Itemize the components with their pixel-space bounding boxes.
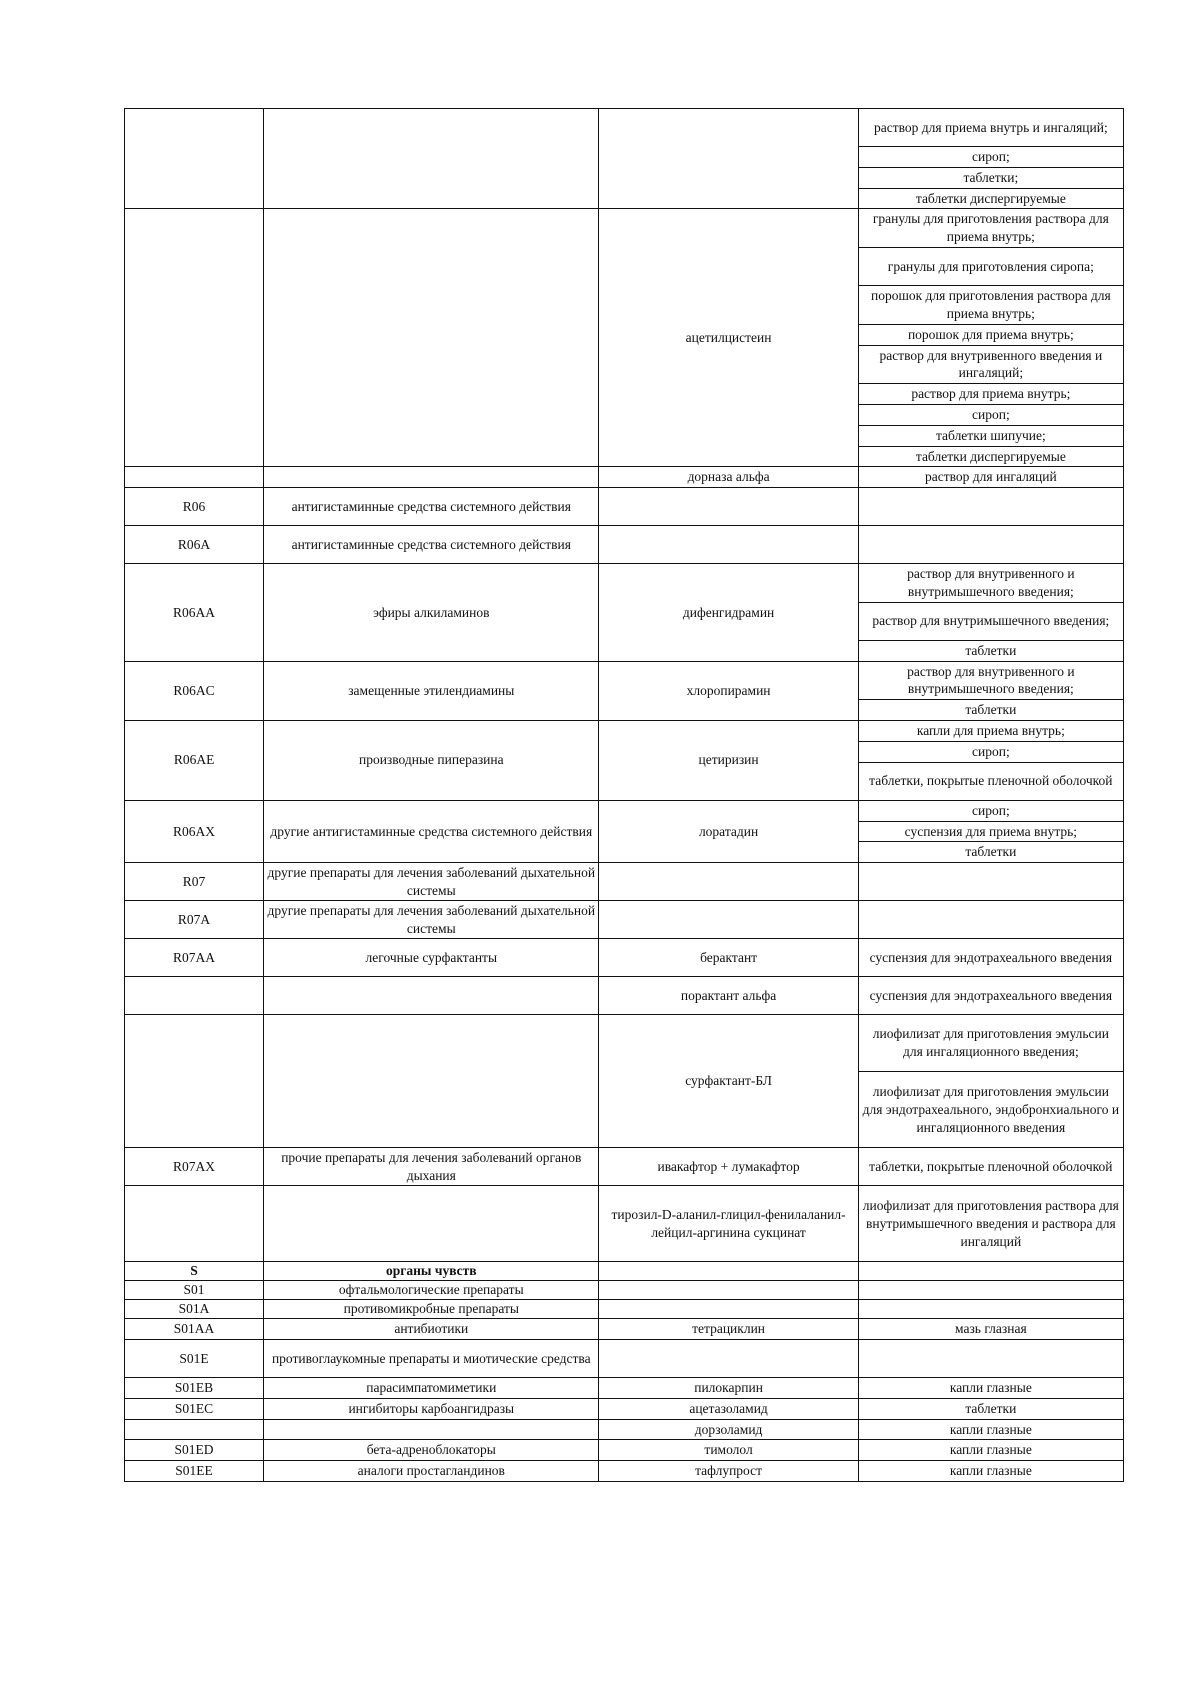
dosage-form-cell: капли глазные — [858, 1440, 1123, 1461]
atc-code-cell: R06AX — [125, 800, 264, 862]
dosage-form-cell — [858, 1281, 1123, 1300]
group-name-cell: антигистаминные средства системного действия — [264, 488, 599, 526]
atc-code-cell: S — [125, 1262, 264, 1281]
dosage-form-cell: гранулы для приготовления сиропа; — [858, 248, 1123, 286]
dosage-form-cell: гранулы для приготовления раствора для приема внутрь; — [858, 209, 1123, 248]
table-row — [125, 1015, 1124, 1072]
dosage-form-cell: порошок для приготовления раствора для приема внутрь; — [858, 286, 1123, 325]
dosage-form-cell: раствор для приема внутрь и ингаляций; — [858, 109, 1123, 147]
group-name-cell: ингибиторы карбоангидразы — [264, 1398, 599, 1419]
dosage-form-cell: раствор для ингаляций — [858, 467, 1123, 488]
table-row — [125, 1319, 1124, 1340]
atc-code-cell: R07 — [125, 863, 264, 901]
group-name-cell: эфиры алкиламинов — [264, 564, 599, 661]
dosage-form-cell: раствор для внутривенного введения и ингаляций; — [858, 345, 1123, 384]
dosage-form-cell: лиофилизат для приготовления эмульсии для эндотрахеального, эндобронхиального и ингаляционного введения — [858, 1072, 1123, 1148]
dosage-form-cell: таблетки — [858, 1398, 1123, 1419]
atc-code-cell: R07AX — [125, 1148, 264, 1186]
table-row — [125, 1281, 1124, 1300]
substance-cell — [599, 1281, 858, 1300]
group-name-cell: офтальмологические препараты — [264, 1281, 599, 1300]
atc-code-cell: S01EB — [125, 1377, 264, 1398]
table-row — [125, 661, 1124, 700]
atc-code-cell: R07AA — [125, 939, 264, 977]
substance-cell: хлоропирамин — [599, 661, 858, 720]
group-name-cell: противомикробные препараты — [264, 1300, 599, 1319]
dosage-form-cell: мазь глазная — [858, 1319, 1123, 1340]
substance-cell: ацетазоламид — [599, 1398, 858, 1419]
substance-cell: ацетилцистеин — [599, 209, 858, 467]
group-name-cell: другие препараты для лечения заболеваний дыхательной системы — [264, 901, 599, 939]
dosage-form-cell: таблетки; — [858, 167, 1123, 188]
dosage-form-cell: таблетки, покрытые пленочной оболочкой — [858, 1148, 1123, 1186]
group-name-cell: антибиотики — [264, 1319, 599, 1340]
dosage-form-cell — [858, 1300, 1123, 1319]
substance-cell — [599, 488, 858, 526]
group-name-cell: органы чувств — [264, 1262, 599, 1281]
substance-cell: ивакафтор + лумакафтор — [599, 1148, 858, 1186]
dosage-form-cell: раствор для внутривенного и внутримышечного введения; — [858, 564, 1123, 603]
group-name-cell: производные пиперазина — [264, 721, 599, 801]
atc-code-cell: R06AA — [125, 564, 264, 661]
drug-list-table — [124, 108, 1124, 1482]
table-row — [125, 1339, 1124, 1377]
table-row — [125, 564, 1124, 603]
table-row — [125, 209, 1124, 248]
atc-code-cell: R06 — [125, 488, 264, 526]
atc-code-cell: S01 — [125, 1281, 264, 1300]
substance-cell — [599, 901, 858, 939]
group-name-cell — [264, 467, 599, 488]
table-row — [125, 1377, 1124, 1398]
group-name-cell: аналоги простагландинов — [264, 1461, 599, 1482]
dosage-form-cell: раствор для внутримышечного введения; — [858, 602, 1123, 640]
table-row — [125, 526, 1124, 564]
atc-code-cell — [125, 467, 264, 488]
dosage-form-cell: сироп; — [858, 404, 1123, 425]
dosage-form-cell: сироп; — [858, 147, 1123, 168]
group-name-cell: прочие препараты для лечения заболеваний органов дыхания — [264, 1148, 599, 1186]
group-name-cell: другие препараты для лечения заболеваний дыхательной системы — [264, 863, 599, 901]
dosage-form-cell: сироп; — [858, 741, 1123, 762]
group-name-cell — [264, 1186, 599, 1262]
substance-cell: сурфактант-БЛ — [599, 1015, 858, 1148]
dosage-form-cell: таблетки — [858, 640, 1123, 661]
group-name-cell — [264, 977, 599, 1015]
substance-cell — [599, 863, 858, 901]
table-row — [125, 1461, 1124, 1482]
atc-code-cell — [125, 1015, 264, 1148]
table-row — [125, 977, 1124, 1015]
substance-cell: тирозил-D-аланил-глицил-фенилаланил-лейцил-аргинина сукцинат — [599, 1186, 858, 1262]
atc-code-cell: S01E — [125, 1339, 264, 1377]
group-name-cell: легочные сурфактанты — [264, 939, 599, 977]
group-name-cell — [264, 209, 599, 467]
table-row — [125, 1419, 1124, 1440]
atc-code-cell: R06AE — [125, 721, 264, 801]
table-row — [125, 901, 1124, 939]
dosage-form-cell: таблетки диспергируемые — [858, 188, 1123, 209]
substance-cell: лоратадин — [599, 800, 858, 862]
table-row — [125, 488, 1124, 526]
dosage-form-cell: порошок для приема внутрь; — [858, 324, 1123, 345]
atc-code-cell — [125, 109, 264, 209]
atc-code-cell: S01A — [125, 1300, 264, 1319]
substance-cell: тафлупрост — [599, 1461, 858, 1482]
table-row — [125, 1148, 1124, 1186]
dosage-form-cell: суспензия для эндотрахеального введения — [858, 939, 1123, 977]
dosage-form-cell — [858, 863, 1123, 901]
group-name-cell: другие антигистаминные средства системного действия — [264, 800, 599, 862]
atc-code-cell: R06AC — [125, 661, 264, 720]
substance-cell: тетрациклин — [599, 1319, 858, 1340]
substance-cell: дорназа альфа — [599, 467, 858, 488]
dosage-form-cell — [858, 1339, 1123, 1377]
substance-cell: тимолол — [599, 1440, 858, 1461]
dosage-form-cell: капли для приема внутрь; — [858, 721, 1123, 742]
dosage-form-cell: лиофилизат для приготовления эмульсии для ингаляционного введения; — [858, 1015, 1123, 1072]
table-row — [125, 1440, 1124, 1461]
group-name-cell: парасимпатомиметики — [264, 1377, 599, 1398]
table-row — [125, 1398, 1124, 1419]
substance-cell — [599, 1262, 858, 1281]
group-name-cell — [264, 1015, 599, 1148]
atc-code-cell: R07A — [125, 901, 264, 939]
table-row — [125, 1262, 1124, 1281]
atc-code-cell: S01EE — [125, 1461, 264, 1482]
table-row — [125, 1300, 1124, 1319]
dosage-form-cell: капли глазные — [858, 1377, 1123, 1398]
dosage-form-cell: капли глазные — [858, 1419, 1123, 1440]
dosage-form-cell — [858, 901, 1123, 939]
table-row — [125, 721, 1124, 742]
atc-code-cell: R06A — [125, 526, 264, 564]
dosage-form-cell: таблетки, покрытые пленочной оболочкой — [858, 762, 1123, 800]
table-row — [125, 800, 1124, 821]
drug-list-body — [125, 109, 1124, 1482]
group-name-cell: бета-адреноблокаторы — [264, 1440, 599, 1461]
dosage-form-cell: таблетки шипучие; — [858, 425, 1123, 446]
dosage-form-cell: сироп; — [858, 800, 1123, 821]
substance-cell — [599, 1300, 858, 1319]
table-row — [125, 109, 1124, 147]
substance-cell — [599, 526, 858, 564]
dosage-form-cell — [858, 526, 1123, 564]
dosage-form-cell: суспензия для эндотрахеального введения — [858, 977, 1123, 1015]
atc-code-cell — [125, 209, 264, 467]
atc-code-cell: S01ED — [125, 1440, 264, 1461]
substance-cell — [599, 1339, 858, 1377]
dosage-form-cell: лиофилизат для приготовления раствора для внутримышечного введения и раствора для ингаляций — [858, 1186, 1123, 1262]
substance-cell: цетиризин — [599, 721, 858, 801]
atc-code-cell: S01EC — [125, 1398, 264, 1419]
group-name-cell: замещенные этилендиамины — [264, 661, 599, 720]
atc-code-cell — [125, 1419, 264, 1440]
atc-code-cell: S01AA — [125, 1319, 264, 1340]
dosage-form-cell: раствор для внутривенного и внутримышечного введения; — [858, 661, 1123, 700]
substance-cell: пилокарпин — [599, 1377, 858, 1398]
group-name-cell: антигистаминные средства системного действия — [264, 526, 599, 564]
substance-cell: порактант альфа — [599, 977, 858, 1015]
dosage-form-cell: таблетки диспергируемые — [858, 446, 1123, 467]
table-row — [125, 939, 1124, 977]
substance-cell: берактант — [599, 939, 858, 977]
dosage-form-cell — [858, 488, 1123, 526]
table-row — [125, 1186, 1124, 1262]
substance-cell — [599, 109, 858, 209]
dosage-form-cell — [858, 1262, 1123, 1281]
dosage-form-cell: суспензия для приема внутрь; — [858, 821, 1123, 842]
group-name-cell: противоглаукомные препараты и миотические средства — [264, 1339, 599, 1377]
substance-cell: дорзоламид — [599, 1419, 858, 1440]
substance-cell: дифенгидрамин — [599, 564, 858, 661]
dosage-form-cell: капли глазные — [858, 1461, 1123, 1482]
dosage-form-cell: раствор для приема внутрь; — [858, 384, 1123, 405]
atc-code-cell — [125, 977, 264, 1015]
group-name-cell — [264, 109, 599, 209]
dosage-form-cell: таблетки — [858, 842, 1123, 863]
table-row — [125, 863, 1124, 901]
atc-code-cell — [125, 1186, 264, 1262]
group-name-cell — [264, 1419, 599, 1440]
dosage-form-cell: таблетки — [858, 700, 1123, 721]
table-row — [125, 467, 1124, 488]
